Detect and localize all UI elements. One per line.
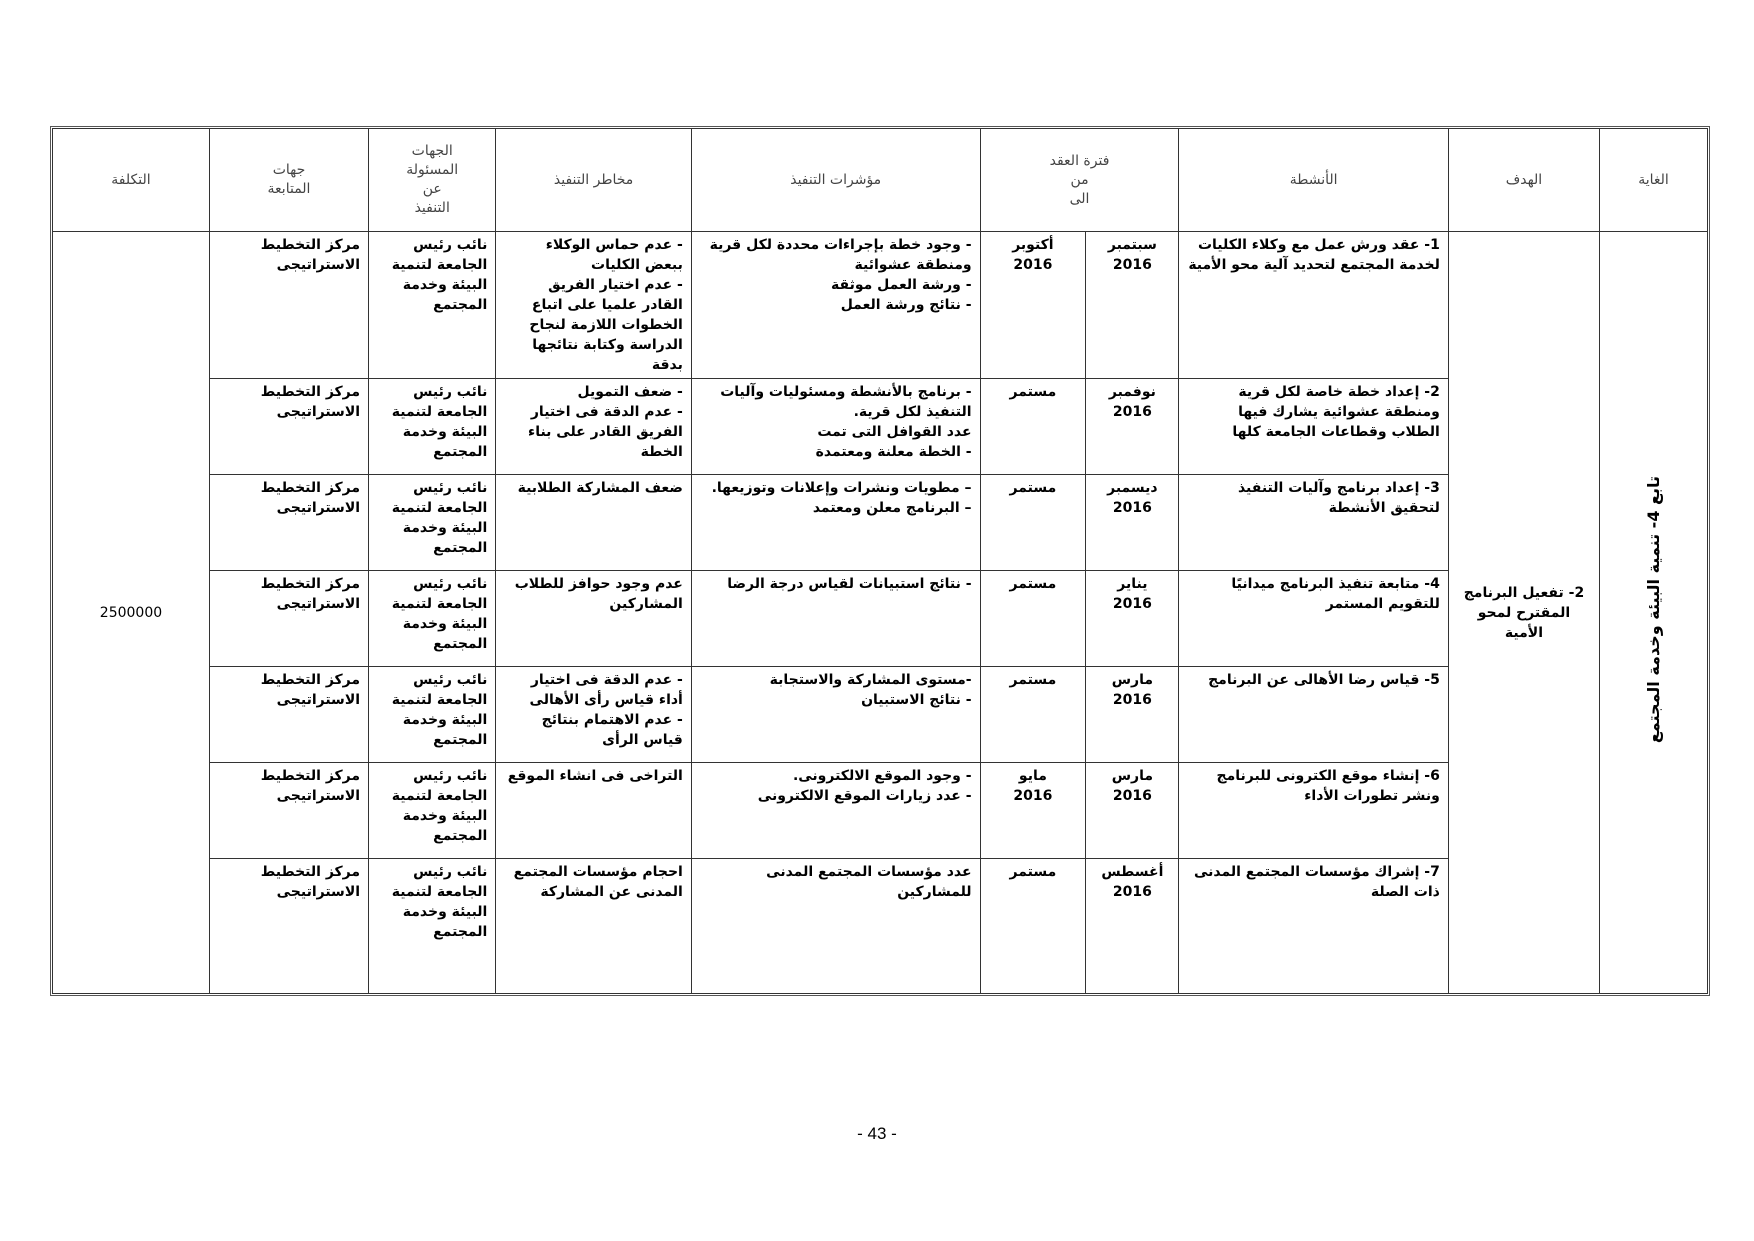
objective-cell: 2- تفعيل البرنامج المقترح لمحو الأمية [1448, 232, 1599, 994]
followup-cell: مركز التخطيط الاستراتيجى [209, 667, 368, 763]
to-cell: مستمر [980, 859, 1086, 994]
from-cell: نوفمبر 2016 [1086, 379, 1179, 475]
activity-cell: 4- متابعة تنفيذ البرنامج ميدانيًا للتقويم المستمر [1179, 571, 1448, 667]
header-row [53, 129, 1708, 232]
from-cell: يناير 2016 [1086, 571, 1179, 667]
activity-cell: 6- إنشاء موقع الكترونى للبرنامج ونشر تطورات الأداء [1179, 763, 1448, 859]
indicators-cell: -مستوى المشاركة والاستجابة - نتائج الاستبيان [691, 667, 980, 763]
from-cell: مارس 2016 [1086, 763, 1179, 859]
to-cell: أكتوبر 2016 [980, 232, 1086, 379]
responsible-cell: نائب رئيس الجامعة لتنمية البيئة وخدمة المجتمع [369, 763, 496, 859]
header-activities: الأنشطة [1179, 129, 1448, 232]
responsible-cell: نائب رئيس الجامعة لتنمية البيئة وخدمة المجتمع [369, 379, 496, 475]
followup-cell: مركز التخطيط الاستراتيجى [209, 571, 368, 667]
followup-cell: مركز التخطيط الاستراتيجى [209, 379, 368, 475]
indicators-cell: - برنامج بالأنشطة ومسئوليات وآليات التنفيذ لكل قرية. عدد القوافل التى تمت - الخطة معلنة ومعتمدة [691, 379, 980, 475]
cost-cell: 2500000 [53, 232, 210, 994]
risks-cell: - ضعف التمويل - عدم الدقة فى اختيار الفريق القادر على بناء الخطة [496, 379, 692, 475]
activity-cell: 7- إشراك مؤسسات المجتمع المدنى ذات الصلة [1179, 859, 1448, 994]
indicators-cell: - وجود خطة بإجراءات محددة لكل قرية ومنطقة عشوائية - ورشة العمل موثقة - نتائج ورشة العمل [691, 232, 980, 379]
to-cell: مستمر [980, 571, 1086, 667]
indicators-cell: – مطويات ونشرات وإعلانات وتوزيعها. – البرنامج معلن ومعتمد [691, 475, 980, 571]
risks-cell: احجام مؤسسات المجتمع المدنى عن المشاركة [496, 859, 692, 994]
table-row [53, 232, 1708, 379]
activity-cell: 5- قياس رضا الأهالى عن البرنامج [1179, 667, 1448, 763]
to-cell: مستمر [980, 475, 1086, 571]
risks-cell: - عدم الدقة فى اختيار أداء قياس رأى الأهالى - عدم الاهتمام بنتائج قياس الرأى [496, 667, 692, 763]
from-cell: سبتمبر 2016 [1086, 232, 1179, 379]
header-aim: الغاية [1600, 129, 1708, 232]
risks-cell: - عدم حماس الوكلاء ببعض الكليات - عدم اختيار الفريق القادر علميا على اتباع الخطوات اللازمة لنجاح الدراسة وكتابة نتائجها بدقة [496, 232, 692, 379]
risks-cell: عدم وجود حوافز للطلاب المشاركين [496, 571, 692, 667]
responsible-cell: نائب رئيس الجامعة لتنمية البيئة وخدمة المجتمع [369, 859, 496, 994]
followup-cell: مركز التخطيط الاستراتيجى [209, 763, 368, 859]
followup-cell: مركز التخطيط الاستراتيجى [209, 859, 368, 994]
risks-cell: ضعف المشاركة الطلابية [496, 475, 692, 571]
header-indicators: مؤشرات التنفيذ [691, 129, 980, 232]
followup-cell: مركز التخطيط الاستراتيجى [209, 475, 368, 571]
to-cell: مايو 2016 [980, 763, 1086, 859]
to-cell: مستمر [980, 667, 1086, 763]
header-responsible: الجهات المسئولة عن التنفيذ [369, 129, 496, 232]
plan-table [52, 128, 1708, 994]
from-cell: ديسمبر 2016 [1086, 475, 1179, 571]
from-cell: مارس 2016 [1086, 667, 1179, 763]
responsible-cell: نائب رئيس الجامعة لتنمية البيئة وخدمة المجتمع [369, 475, 496, 571]
header-cost: التكلفة [53, 129, 210, 232]
activity-cell: 1- عقد ورش عمل مع وكلاء الكليات لخدمة المجتمع لتحديد آلية محو الأمية [1179, 232, 1448, 379]
to-cell: مستمر [980, 379, 1086, 475]
aim-cell: تابع 4- تنمية البيئة وخدمة المجتمع [1600, 232, 1708, 994]
page-number: - 43 - [857, 1124, 897, 1143]
header-risks: مخاطر التنفيذ [496, 129, 692, 232]
from-cell: أغسطس 2016 [1086, 859, 1179, 994]
header-objective: الهدف [1448, 129, 1599, 232]
activity-cell: 2- إعداد خطة خاصة لكل قرية ومنطقة عشوائية يشارك فيها الطلاب وقطاعات الجامعة كلها [1179, 379, 1448, 475]
activity-cell: 3- إعداد برنامج وآليات التنفيذ لتحقيق الأنشطة [1179, 475, 1448, 571]
indicators-cell: - وجود الموقع الالكترونى. - عدد زيارات الموقع الالكترونى [691, 763, 980, 859]
header-followup: جهات المتابعة [209, 129, 368, 232]
followup-cell: مركز التخطيط الاستراتيجى [209, 232, 368, 379]
responsible-cell: نائب رئيس الجامعة لتنمية البيئة وخدمة المجتمع [369, 232, 496, 379]
indicators-cell: - نتائج استبيانات لقياس درجة الرضا [691, 571, 980, 667]
indicators-cell: عدد مؤسسات المجتمع المدنى للمشاركين [691, 859, 980, 994]
risks-cell: التراخى فى انشاء الموقع [496, 763, 692, 859]
responsible-cell: نائب رئيس الجامعة لتنمية البيئة وخدمة المجتمع [369, 571, 496, 667]
responsible-cell: نائب رئيس الجامعة لتنمية البيئة وخدمة المجتمع [369, 667, 496, 763]
header-period: فترة العقد من الى [980, 129, 1179, 232]
